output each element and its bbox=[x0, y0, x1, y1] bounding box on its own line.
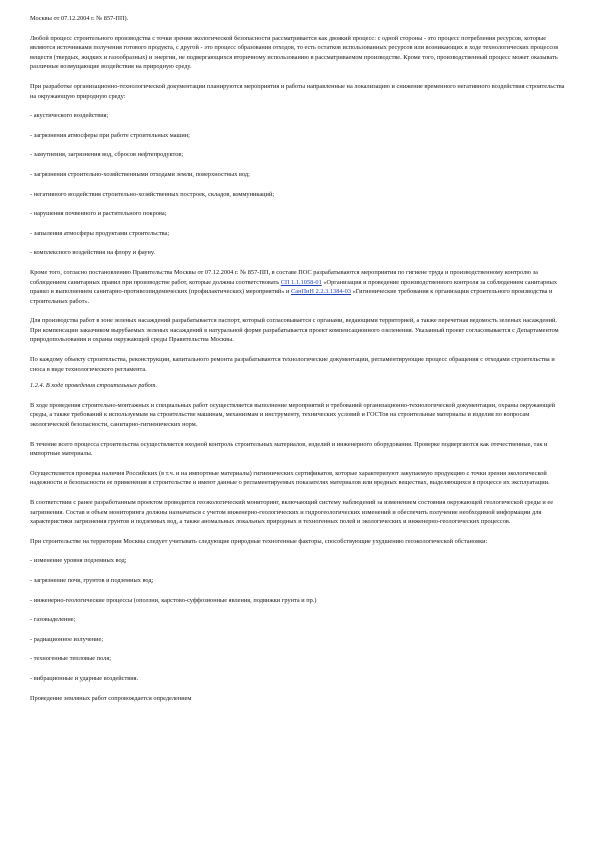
section-heading: 1.2.4. В ходе проведения строительных работ. bbox=[30, 382, 158, 390]
sp-1-1-1058-01-link[interactable]: СП 1.1.1058-01 bbox=[280, 278, 322, 286]
paragraph-waste-regulation: По каждому объекту строительства, реконструкции, капитального ремонта разрабатываются технологические документации, регламентирующие процесс обращения с отходами строительства и сноса в виде технологического регламента. bbox=[30, 356, 555, 373]
list-item: - загрязнение почв, грунтов и подземных вод; bbox=[30, 576, 154, 584]
list-item: - радиационное излучение; bbox=[30, 635, 104, 643]
paragraph-construction-works: В ходе проведения строительно-монтажных и специальных работ осуществляется выполнение мероприятий и требований организационно-технологической документации, охраны окружающей среды, а также требований к используемым на строительстве машинам, механизмам и инструменту, технических условий и ГОСТов на строительные материалы и изделия по вопросам экологической безопасности, санитарно-гигиенических норм. bbox=[30, 401, 556, 429]
paragraph-text: Кроме того, согласно постановлению Правительства Москвы от 07.12.2004 г. № 857-ПП, в составе ПОС разрабатываются мероприятия по гигиене труда и производственному контролю за соблюдением санитарных правил при производстве работ, которые должны соответствовать bbox=[30, 268, 538, 286]
list-item: - замутнения, загрязнения вод, сбросов нефтепродуктов; bbox=[30, 151, 184, 159]
paragraph-text: «Гигиенические требования к организации строительного производства и строительных работ». bbox=[30, 288, 553, 305]
list-item: - техногенные тепловые поля; bbox=[30, 655, 111, 663]
sanpin-2-2-3-1384-03-link[interactable]: СанПиН 2.2.3.1384-03 bbox=[291, 288, 351, 296]
list-item: - газовыделение; bbox=[30, 616, 76, 624]
list-item: - изменение уровня подземных вод; bbox=[30, 557, 127, 565]
paragraph-geo-monitoring: В соответствии с ранее разработанным проектом проводится геоэкологический мониторинг, включающий систему наблюдений за изменением состояния окружающей геологической среды и ее загрязнения. Состав и объем мониторинга должны назначаться с учетом инженерно-геологических и гидрогеологических изменений и обеспечить получение необходимой информации для характеристики загрязнения грунтов и подземных вод, а также аномальных локальных природных и техногенных полей и экологических и инженерно-геологических процессов. bbox=[30, 499, 554, 526]
list-item: - загрязнения атмосферы при работе строительных машин; bbox=[30, 131, 190, 139]
list-item: - комплексного воздействия на флору и фауну. bbox=[30, 249, 156, 257]
list-item: - инженерно-геологические процессы (оползни, карстово-суффозионные явления, подвижки грунта и пр.) bbox=[30, 596, 317, 604]
paragraph-certificates: Осуществляется проверка наличия Российских (в т.ч. и на импортные материалы) гигиенических сертификатов, которые характеризуют закупаемую продукцию с точки зрения экологической надежности и безопасности ее применения в строительстве и имеют данные о регламентируемых показателях материалов или вредных веществах, выделяющихся в процессе их эксплуатации. bbox=[30, 469, 550, 487]
list-item: - запыления атмосферы продуктами строительства; bbox=[30, 229, 170, 237]
continuation-line: Москвы от 07.12.2004 г. № 857-ПП). bbox=[30, 15, 129, 22]
list-item: - загрязнения строительно-хозяйственными отходами земли, поверхностных вод; bbox=[30, 170, 250, 178]
list-item: - акустического воздействия; bbox=[30, 112, 109, 120]
list-item: - нарушения почвенного и растительного покрова; bbox=[30, 210, 167, 218]
paragraph-earthworks: Проведение земляных работ сопровождается определением bbox=[30, 694, 192, 702]
paragraph-text: «Организация и проведение производственного контроля за соблюдением санитарных правил и выполнением санитарно-противоэпидемических (профилактических) мероприятий» и bbox=[30, 278, 557, 296]
paragraph-ecology-process: Любой процесс строительного производства с точки зрения экологической безопасности рассматривается как двоякий процесс: с одной стороны - это процесс потребления ресурсов, которые являются источниками получения готового продукта, с другой - это процесс образования отходов, то есть остатков использованных ресурсов или возникающих в ходе технологических процессов веществ (твердых, жидких и газообразных) и энергии, не подвергающихся вторичному использованию в рассматриваемом производстве. Кроме того, производственный процесс может оказывать различные возмущающие воздействия на природную среду. bbox=[30, 34, 559, 71]
list-item: - негативного воздействия строительно-хозяйственных построек, складов, коммуникаций; bbox=[30, 190, 275, 198]
paragraph-measures-intro: При разработке организационно-технологической документации планируются мероприятия и работы направленные на локализацию и снижение временного негативного воздействия строительства на окружающую природную среду: bbox=[30, 82, 565, 100]
paragraph-moscow-factors: При строительстве на территории Москвы следует учитывать следующие природные техногенные факторы, способствующие ухудшению геоэкологической обстановки: bbox=[30, 537, 488, 545]
list-item: - вибрационные и ударные воздействия. bbox=[30, 674, 139, 682]
paragraph-input-control: В течение всего процесса строительства осуществляется входной контроль строительных материалов, изделий и инженерного оборудования. Проверке подвергаются как отечественные, так и импортные материалы. bbox=[30, 440, 548, 458]
paragraph-green-zone: Для производства работ в зоне зеленых насаждений разрабатывается паспорт, который согласовывается с органами, ведающими территорией, а также перечетная ведомость зеленых насаждений. При компенсации заказчиком вырубаемых зеленых насаждений в натуральной форме разрабатывается проект компенсационного озеленения. Указанный проект согласовывается с Департаментом природопользования и охраны окружающей среды Правительства Москвы. bbox=[30, 317, 559, 344]
paragraph-sanitary-rules bbox=[30, 268, 567, 306]
